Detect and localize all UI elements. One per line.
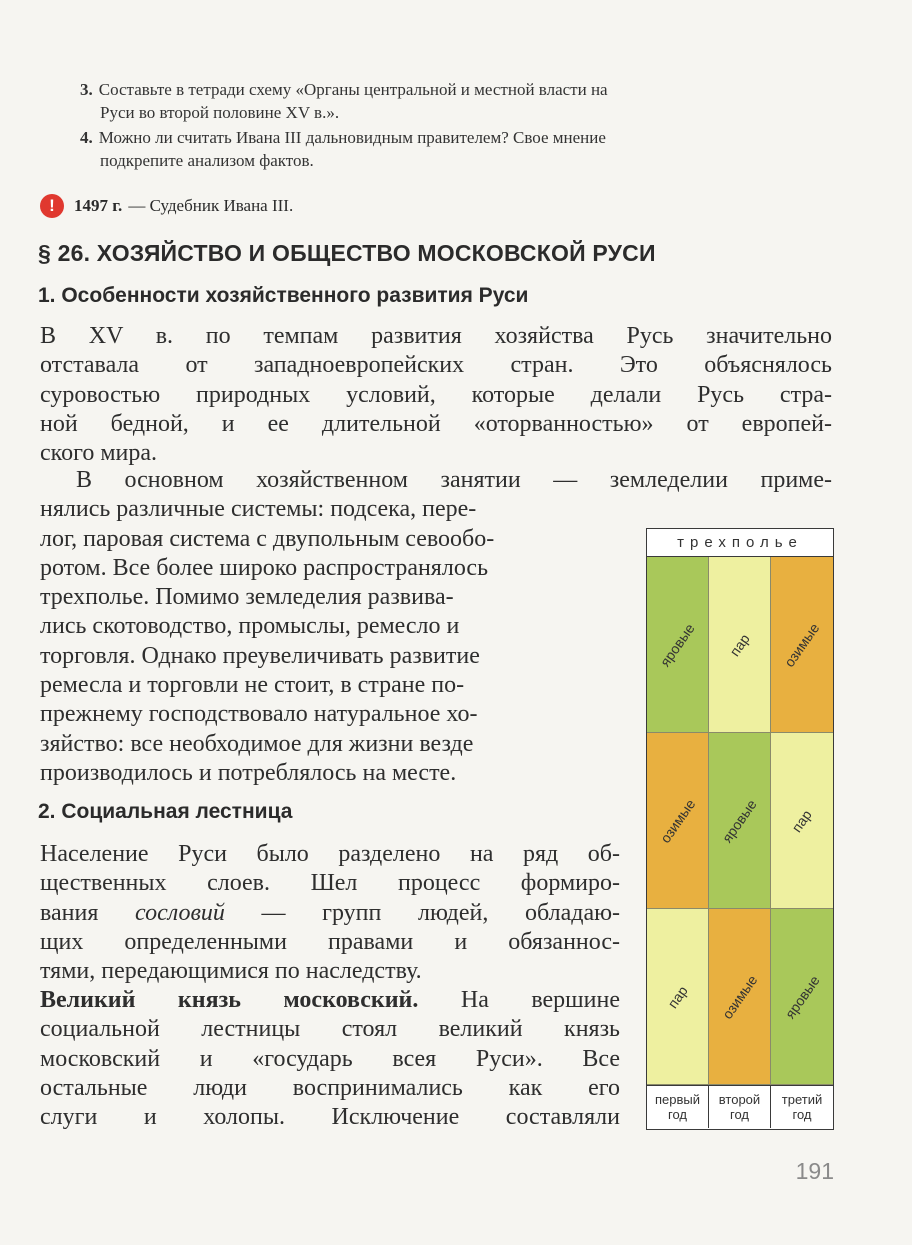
field-cell <box>647 909 709 1085</box>
text-line: лог, паровая система с двупольным севообо- <box>40 525 495 552</box>
field-label: пар <box>664 982 691 1011</box>
year-label <box>647 1086 709 1128</box>
text-line: тями, передающимися по наследству. <box>40 958 422 985</box>
question-text-line: Можно ли считать Ивана III дальновидным правителем? Свое мнение <box>98 128 606 147</box>
field-cell <box>771 733 833 909</box>
question-number: 3. <box>80 80 93 99</box>
text-line: щественных слоев. Шел процесс формиро- <box>40 870 620 897</box>
text-line: торговля. Однако преувеличивать развитие <box>40 642 480 669</box>
year-label <box>771 1086 833 1128</box>
text-line: зяйство: все необходимое для жизни везде <box>40 730 474 757</box>
question-3 <box>80 78 840 124</box>
three-field-diagram <box>646 528 834 1130</box>
exclamation-icon: ! <box>40 194 64 218</box>
section-title: § 26. ХОЗЯЙСТВО И ОБЩЕСТВО МОСКОВСКОЙ РУСИ <box>38 240 656 266</box>
text-line: социальной лестницы стоял великий князь <box>40 1016 620 1043</box>
text-line: суровостью природных условий, которые делали Русь стра- <box>40 381 832 408</box>
year-label-line: второй <box>718 1092 761 1107</box>
text-line: лись скотоводство, промыслы, ремесло и <box>40 613 460 640</box>
field-label: пар <box>788 806 816 835</box>
text-line: ского мира. <box>40 440 158 467</box>
question-4 <box>80 126 840 172</box>
field-cell <box>709 909 771 1085</box>
text-fragment: — групп людей, обладаю- <box>261 899 621 926</box>
year-labels <box>647 1085 833 1128</box>
text-line: прежнему господствовало натуральное хо- <box>40 701 478 728</box>
text-line <box>40 986 620 1015</box>
field-label: озимые <box>781 619 823 670</box>
paragraph-1 <box>40 322 832 468</box>
year-label-line: год <box>729 1107 749 1122</box>
year-label-line: третий <box>781 1092 823 1107</box>
subsection-title-2: 2. Социальная лестница <box>38 800 293 823</box>
field-label: озимые <box>656 795 699 846</box>
term-estates: сословий <box>135 899 225 926</box>
text-line: ротом. Все более широко распространялось <box>40 554 489 581</box>
field-cell <box>709 557 771 733</box>
diagram-title: трехполье <box>647 529 833 557</box>
text-line <box>40 899 620 928</box>
text-line: В XV в. по темпам развития хозяйства Русь значительно <box>40 323 832 349</box>
year-label-line: год <box>667 1107 687 1122</box>
bold-heading: Великий князь московский. <box>40 987 419 1013</box>
text-line: щих определенными правами и обязаннос- <box>40 928 620 955</box>
key-date-text: — Судебник Ивана III. <box>128 196 294 215</box>
field-label: пар <box>726 630 753 659</box>
text-line: нялись различные системы: подсека, пере- <box>40 496 477 523</box>
year-label-line: год <box>792 1107 812 1122</box>
key-date-year: 1497 г. <box>74 196 123 215</box>
text-line: остальные люди воспринимались как его <box>40 1074 620 1101</box>
key-date <box>40 194 293 218</box>
subsection-title-1: 1. Особенности хозяйственного развития Руси <box>38 284 529 307</box>
text-line: московский и «государь всея Руси». Все <box>40 1045 620 1072</box>
question-text-line: Составьте в тетради схему «Органы центральной и местной власти на <box>98 80 608 99</box>
field-label: яровые <box>657 620 698 669</box>
text-fragment: вания <box>40 899 99 926</box>
text-line: трехполье. Помимо земледелия развива- <box>40 584 454 611</box>
text-line: отставала от западноевропейских стран. Это объяснялось <box>40 352 832 379</box>
question-text-line: подкрепите анализом фактов. <box>100 151 314 170</box>
paragraph-4 <box>40 986 620 1132</box>
diagram-grid <box>647 557 833 1085</box>
text-line: В основном хозяйственном занятии — земледелии приме- <box>76 467 832 493</box>
paragraph-3 <box>40 840 620 986</box>
text-line: ремесла и торговли не стоит, в стране по- <box>40 672 465 699</box>
question-number: 4. <box>80 128 93 147</box>
year-label <box>709 1086 771 1128</box>
field-cell <box>771 909 833 1085</box>
field-cell <box>647 557 709 733</box>
year-label-line: первый <box>654 1092 700 1107</box>
field-cell <box>709 733 771 909</box>
text-line: Население Руси было разделено на ряд об- <box>40 841 620 867</box>
field-label: озимые <box>718 971 761 1022</box>
field-cell <box>647 733 709 909</box>
question-text-line: Руси во второй половине XV в.». <box>100 103 340 122</box>
field-label: яровые <box>781 972 823 1021</box>
field-cell <box>771 557 833 733</box>
text-line: слуги и холопы. Исключение составляли <box>40 1104 620 1131</box>
page-number: 191 <box>795 1158 834 1184</box>
field-label: яровые <box>719 796 760 845</box>
text-line: производилось и потреблялось на месте. <box>40 759 457 786</box>
text-line: ной бедной, и ее длительной «оторванностью» от европей- <box>40 410 832 437</box>
text-fragment: На вершине <box>460 987 620 1013</box>
